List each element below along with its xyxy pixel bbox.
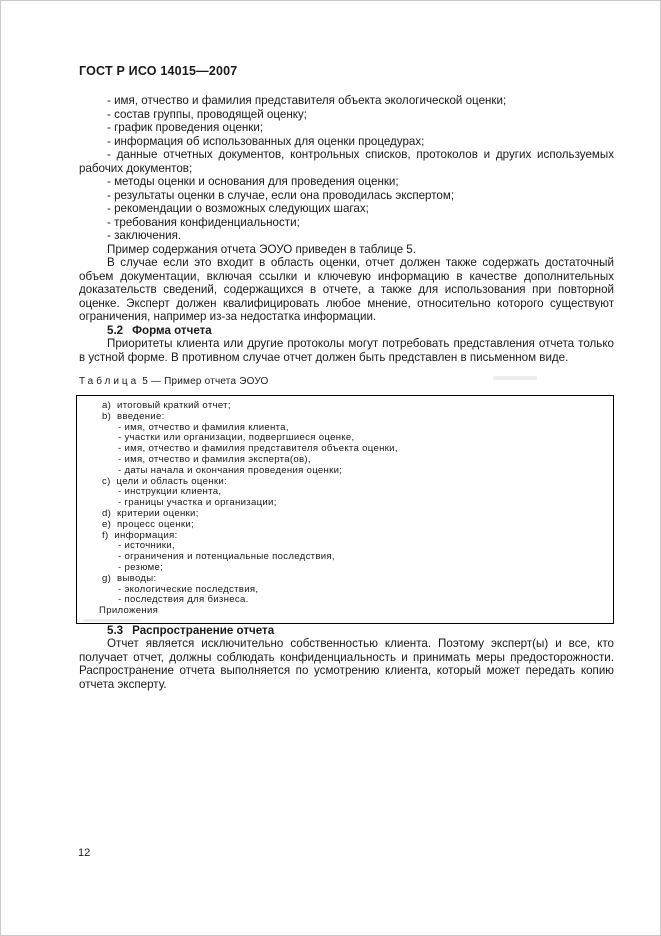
section-number: 5.3 — [107, 623, 124, 637]
table-row: - даты начала и окончания проведения оценки; — [118, 464, 343, 476]
table-row: - инструкции клиента, — [118, 486, 222, 498]
paragraph-scope: В случае если это входит в область оценки, отчет должен также содержать достаточный объем документации, включая ссылки и ключевую информацию в качестве дополнительных доказательств сведений, содержащихся в отчете, а также для использования при повторной оценке. Эксперт должен квалифицировать любое мнение, относительно которого существуют ограничения, например из-за недостатка информации. — [79, 256, 614, 323]
section-title: Форма отчета — [132, 323, 212, 337]
list-item: - состав группы, проводящей оценку; — [107, 107, 307, 121]
table-row: - имя, отчество и фамилия представителя объекта оценки, — [118, 443, 398, 455]
section-heading-5-2 — [79, 324, 614, 338]
table-row: d) критерии оценки; — [102, 507, 199, 519]
table-example-report — [76, 395, 614, 624]
table-row: - источники, — [118, 540, 175, 552]
list-item: - результаты оценки в случае, если она проводилась экспертом; — [107, 188, 455, 202]
list-item: - требования конфиденциальности; — [107, 215, 300, 229]
table-row: g) выводы: — [102, 572, 157, 584]
standard-designation: ГОСТ Р ИСО 14015—2007 — [79, 64, 238, 78]
section-number: 5.2 — [107, 323, 124, 337]
table-row: e) процесс оценки; — [102, 518, 194, 530]
table-row: - участки или организации, подвергшиеся оценке, — [118, 432, 355, 444]
table-caption-text: 5 — Пример отчета ЭОУО — [139, 376, 269, 387]
list-item: - график проведения оценки; — [107, 121, 264, 134]
page-content — [79, 94, 614, 691]
table-row: b) введение: — [102, 410, 165, 422]
table-row: - экологические последствия, — [118, 583, 259, 595]
scan-artifact — [83, 619, 141, 622]
list-item: - данные отчетных документов, контрольных списков, протоколов и других используемых рабочих документов; — [79, 148, 614, 175]
table-row: - резюме; — [118, 561, 164, 573]
paragraph-example-ref: Пример содержания отчета ЭОУО приведен в таблице 5. — [107, 242, 416, 256]
table-row: - ограничения и потенциальные последствия, — [118, 551, 335, 563]
list-item: - информация об использованных для оценки процедурах; — [107, 134, 425, 148]
table-row: f) информация: — [102, 529, 178, 541]
scan-artifact — [493, 376, 537, 380]
table-row: - имя, отчество и фамилия эксперта(ов), — [118, 453, 311, 465]
table-row: a) итоговый краткий отчет; — [102, 400, 231, 411]
list-item: - заключения. — [107, 229, 182, 242]
table-row: - последствия для бизнеса. — [118, 594, 249, 606]
paragraph-5-2: Приоритеты клиента или другие протоколы могут потребовать представления отчета только в устной форме. В противном случае отчет должен быть представлен в письменном виде. — [79, 337, 614, 364]
table-row: c) цели и область оценки: — [102, 475, 227, 487]
page-number: 12 — [78, 847, 91, 859]
table-row: Приложения — [99, 605, 159, 617]
table-row: - имя, отчество и фамилия клиента, — [118, 421, 289, 433]
paragraph-5-3: Отчет является исключительно собственностью клиента. Поэтому эксперт(ы) и все, кто получает отчет, должны соблюдать конфиденциальность и принимать меры предосторожности. Распространение отчета выполняется по усмотрению клиента, который может передать копию отчета эксперту. — [79, 637, 614, 691]
table-caption-word: Таблица — [79, 376, 140, 387]
section-heading-5-3 — [79, 624, 614, 638]
table-row: - границы участка и организации; — [118, 497, 277, 509]
list-item: - методы оценки и основания для проведения оценки; — [107, 175, 399, 188]
list-item: - имя, отчество и фамилия представителя объекта экологической оценки; — [107, 94, 507, 107]
list-item: - рекомендации о возможных следующих шагах; — [107, 202, 369, 215]
section-title: Распространение отчета — [132, 623, 275, 637]
